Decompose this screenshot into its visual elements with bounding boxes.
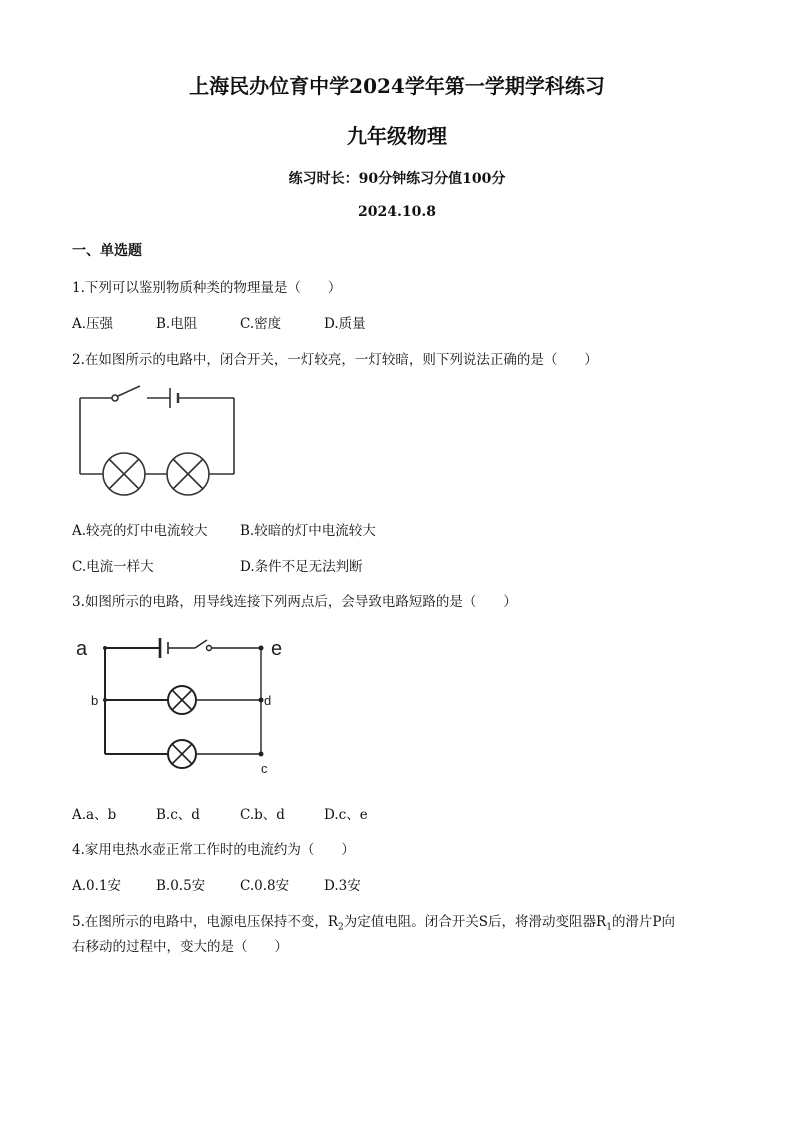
question-3-text: 3.如图所示的电路，用导线连接下列两点后，会导致电路短路的是（ ） (72, 594, 517, 610)
question-3-option-c: C.b、d (240, 807, 285, 823)
node-label-b: b (91, 693, 99, 708)
question-3-option-d: D.c、e (324, 807, 368, 823)
question-1-option-a: A.压强 (72, 316, 114, 332)
question-3-option-a: A.a、b (72, 807, 117, 823)
switch-pivot-icon (112, 395, 118, 401)
question-5-text-line-2: 右移动的过程中，变大的是（ ） (72, 939, 288, 955)
question-5-text-part-2: 为定值电阻。闭合开关S后，将滑动变阻器R (343, 914, 607, 930)
document-title: 上海民办位育中学2024学年第一学期学科练习 (189, 74, 605, 98)
question-4-option-c: C.0.8安 (240, 878, 290, 894)
question-2-option-a: A.较亮的灯中电流较大 (72, 523, 208, 539)
duration-info: 练习时长：90分钟练习分值100分 (288, 171, 506, 187)
question-2-option-b: B.较暗的灯中电流较大 (240, 523, 376, 539)
question-3-circuit-figure (72, 632, 297, 777)
exam-date: 2024.10.8 (358, 204, 436, 220)
node-label-c: c (261, 761, 268, 776)
node-label-d: d (264, 693, 272, 708)
node-label-e: e (271, 638, 283, 660)
switch-blade-icon (118, 386, 140, 396)
question-5-text-line-1 (72, 910, 675, 933)
question-5-text-part-3: 的滑片P向 (611, 914, 676, 930)
question-3-option-b: B.c、d (156, 807, 200, 823)
question-1-option-c: C.密度 (240, 316, 282, 332)
r2-subscript: 2 (338, 922, 344, 933)
question-1-text: 1.下列可以鉴别物质种类的物理量是（ ） (72, 280, 342, 296)
question-4-option-b: B.0.5安 (156, 878, 206, 894)
question-4-option-a: A.0.1安 (72, 878, 122, 894)
subject-title: 九年级物理 (347, 124, 447, 148)
section-heading: 一、单选题 (72, 243, 142, 259)
node-label-a: a (76, 638, 88, 660)
question-2-option-d: D.条件不足无法判断 (240, 559, 363, 575)
switch-blade-icon (195, 640, 207, 648)
question-2-circuit-figure (72, 382, 242, 497)
r1-subscript: 1 (606, 922, 612, 933)
question-4-text: 4.家用电热水壶正常工作时的电流约为（ ） (72, 842, 355, 858)
question-2-text: 2.在如图所示的电路中，闭合开关，一灯较亮，一灯较暗，则下列说法正确的是（ ） (72, 352, 598, 368)
question-5-text-part-1: 5.在图所示的电路中，电源电压保持不变，R (72, 914, 339, 930)
question-1-option-b: B.电阻 (156, 316, 198, 332)
question-2-option-c: C.电流一样大 (72, 559, 154, 575)
switch-pivot-icon (207, 646, 212, 651)
question-4-option-d: D.3安 (324, 878, 361, 894)
question-1-option-d: D.质量 (324, 316, 366, 332)
